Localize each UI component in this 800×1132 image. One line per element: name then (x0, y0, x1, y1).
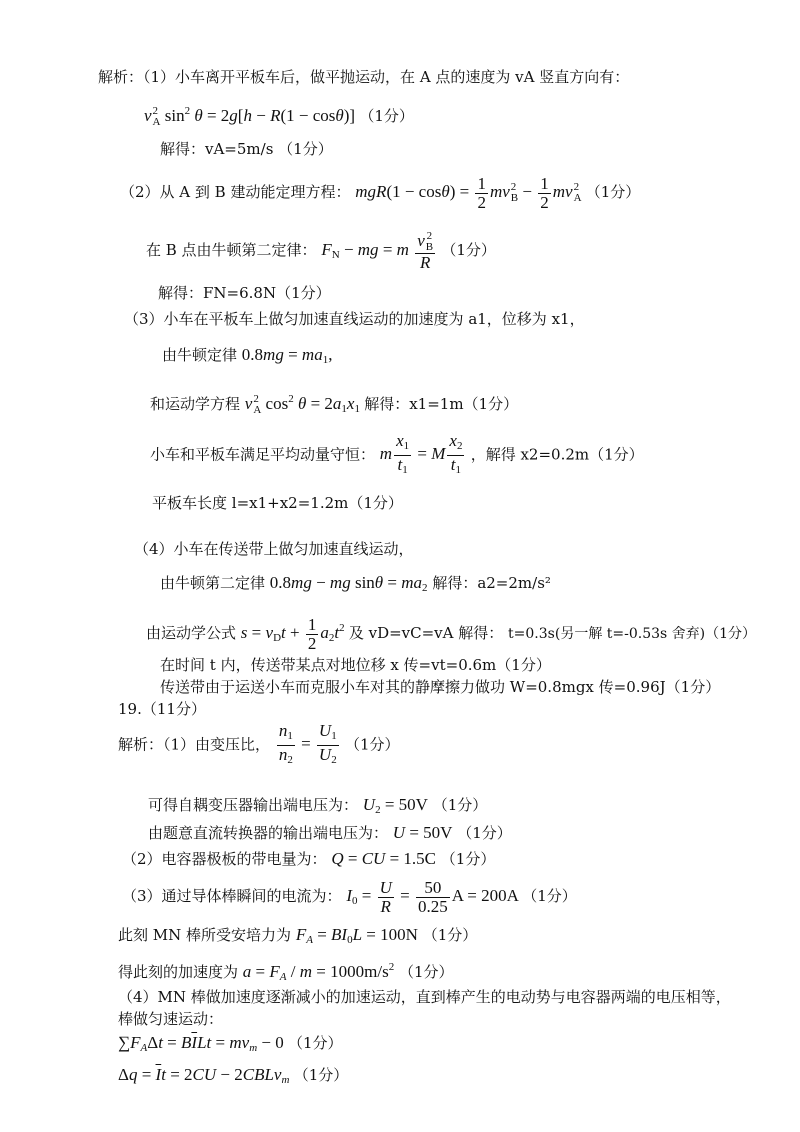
score-note: （1分） (293, 1066, 349, 1084)
line-text: 和运动学方程 (150, 395, 241, 413)
equation: 0.8mg − mg $\sin\theta = ma_2$ (269, 573, 428, 594)
text-line (160, 654, 551, 676)
equation: $\sum F_A\Delta t = B\overline{I}Lt = mv_m - 0$ (118, 1033, 288, 1054)
equation-line (150, 432, 644, 479)
line-text: 解得：vA=5m/s （1分） (160, 140, 333, 158)
score-note: （1分） (585, 183, 641, 201)
score-note: （1分） (432, 796, 488, 814)
equation: $F_A = BI_0L = 100N$ (295, 925, 418, 946)
score-note: ，解得 x2=0.2m（1分） (470, 445, 644, 464)
question-number (118, 698, 206, 720)
equation-line (120, 172, 640, 212)
score-note: 解得：x1=1m（1分） (364, 395, 519, 413)
line-text: 可得自耦变压器输出端电压为： (148, 796, 359, 814)
line-text: 此刻 MN 棒所受安培力为 (118, 926, 292, 944)
score-note: （1分） (359, 107, 414, 125)
score-note: （1分） (287, 1034, 343, 1052)
line-text: 19.（11分） (118, 700, 206, 718)
equation-line (148, 794, 487, 821)
equation: U = 50V (392, 823, 453, 842)
score-note: （1分） (344, 735, 400, 754)
equation-line (122, 874, 577, 923)
score-note: t=0.3s(另一解 t=-0.53s 舍弃)（1分） (508, 626, 757, 642)
equation: $I_0$ = $\frac{U}{R}$ = $\frac{50}{0.25}$ A = 200A (346, 877, 523, 916)
line-text: 解析：（1）小车离开平板车后，做平抛运动，在 A 点的速度为 vA 竖直方向有： (98, 68, 630, 86)
equation: m $\frac{x_1}{t_1}$ = M $\frac{x_2}{t_1}$ (379, 431, 463, 476)
line-text: 在时间 t 内，传送带某点对地位移 x 传=vt=0.6m（1分） (160, 656, 551, 674)
score-note: （1分） (398, 963, 454, 981)
equation: mgR(1 − cosθ) = $\frac{1}{2}$ mv 2 B − $\frac{1}{2}$ mv 2 A (355, 173, 582, 212)
equation-line (160, 572, 551, 599)
line-text: 由牛顿第二定律 (160, 574, 266, 592)
equation-line (118, 956, 454, 988)
line-text: （4）小车在传送带上做匀加速直线运动， (134, 540, 414, 558)
text-line (158, 282, 331, 304)
equation: v 2 A $\cos^2 \theta = 2a_1x_1$ (244, 393, 360, 417)
line-text: （2）电容器极板的带电量为： (122, 850, 327, 868)
line-text: （4）MN 棒做加速度逐渐减小的加速运动，直到棒产生的电动势与电容器两端的电压相等， (118, 988, 731, 1006)
equation-line (118, 722, 400, 769)
line-text: 及 vD=vC=vA 解得： (348, 624, 504, 642)
equation-line (144, 100, 414, 128)
score-note: （1分） (440, 850, 496, 868)
equation: $\Delta q = \overline{I}t = 2CU$ − 2CBLv$_m$ (118, 1065, 290, 1086)
equation-line (118, 1064, 348, 1091)
equation-line (146, 228, 496, 277)
score-note: 解得：a2=2m/s² (432, 574, 551, 592)
line-text: 解得：FN=6.8N（1分） (158, 284, 331, 302)
line-text: （2）从 A 到 B 建动能定理方程： (120, 183, 351, 201)
line-text: 由题意直流转换器的输出端电压为： (148, 824, 389, 842)
line-text: 解析：（1）由变压比， (118, 735, 271, 754)
equation: $\frac{n_1}{n_2}$ = $\frac{U_1}{U_2}$ (278, 721, 337, 766)
text-line (160, 676, 720, 698)
text-line (134, 538, 414, 560)
equation: $0.8mg = ma_1$, (241, 345, 333, 366)
score-note: （1分） (522, 887, 577, 905)
text-line (118, 986, 731, 1008)
line-text: （3）小车在平板车上做匀加速直线运动的加速度为 a1，位移为 x1， (124, 310, 585, 328)
text-line (160, 138, 333, 160)
equation-line (162, 344, 332, 371)
line-text: 由牛顿定律 (162, 346, 238, 364)
equation: $s = v_Dt$ + $\frac{1}{2}$ $a_2t^2$ (240, 614, 345, 653)
equation-line (146, 606, 756, 660)
line-text: 在 B 点由牛顿第二定律： (146, 241, 317, 259)
score-note: （1分） (457, 824, 512, 842)
line-text: 传送带由于运送小车而克服小车对其的静摩擦力做功 W=0.8mgx 传=0.96J（1分） (160, 678, 721, 696)
equation-line (122, 848, 495, 870)
equation: $U_2 = 50V$ (362, 795, 428, 816)
text-line (124, 308, 585, 330)
score-note: （1分） (422, 926, 478, 944)
line-text: 得此刻的加速度为 (118, 963, 239, 981)
line-text: 小车和平板车满足平均动量守恒： (150, 445, 376, 464)
equation: $a = F_A / m = 1000m/s^2$ (242, 961, 395, 983)
equation-line (118, 1032, 343, 1059)
score-note: （1分） (441, 241, 496, 259)
line-text: （3）通过导体棒瞬间的电流为： (122, 887, 342, 905)
text-line (98, 66, 629, 88)
equation: $F_N$ − mg = m v 2 B R (321, 229, 434, 272)
equation: v 2 A $\sin^2 \theta = 2g[h - R(1 - \cos\theta)]$ (144, 105, 360, 129)
equation-line (118, 924, 477, 951)
line-text: 平板车长度 l=x1+x2=1.2m（1分） (152, 494, 403, 512)
text-line (152, 492, 403, 514)
equation: Q = CU = 1.5C (331, 849, 437, 868)
equation-line (150, 388, 518, 420)
text-line (118, 1008, 223, 1030)
line-text: 由运动学公式 (146, 624, 237, 642)
equation-line (148, 822, 512, 844)
line-text: 棒做匀速运动： (118, 1010, 224, 1028)
